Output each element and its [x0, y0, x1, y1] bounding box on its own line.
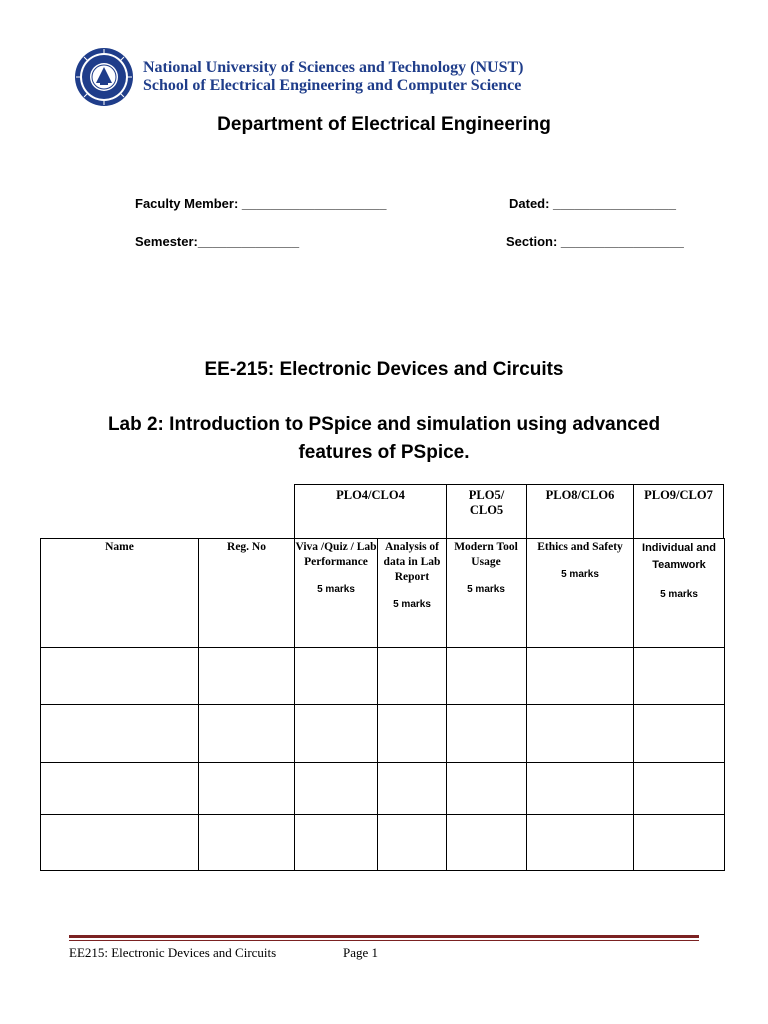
lab-title-line-2: features of PSpice.	[298, 442, 470, 463]
footer-page-number: Page 1	[343, 945, 379, 960]
column-header-teamwork	[640, 540, 718, 603]
column-header-reg-no	[199, 540, 294, 555]
column-label: Ethics and Safety	[537, 541, 623, 553]
nust-logo	[74, 47, 134, 107]
course-title: EE-215: Electronic Devices and Circuits	[204, 359, 564, 380]
group-label-plo8: PLO8/CLO6	[545, 488, 615, 502]
department-title: Department of Electrical Engineering	[217, 114, 551, 135]
column-label: Modern Tool Usage	[454, 541, 518, 568]
group-label-plo9: PLO9/CLO7	[644, 488, 713, 502]
column-label: Analysis of data in Lab Report	[383, 541, 441, 583]
column-header-modern-tool	[450, 540, 522, 597]
institution-name: National University of Sciences and Technology (NUST)	[143, 59, 524, 76]
grid-hline	[41, 762, 724, 763]
school-name: School of Electrical Engineering and Computer Science	[143, 77, 522, 94]
column-header-analysis	[382, 540, 442, 612]
grid-hline	[41, 704, 724, 705]
faculty-member-field: Faculty Member: ____________________	[135, 196, 387, 211]
column-marks: 5 marks	[393, 599, 431, 610]
column-label: Individual and Teamwork	[642, 542, 716, 571]
column-marks: 5 marks	[467, 584, 505, 595]
column-header-ethics	[527, 540, 633, 582]
semester-field: Semester:______________	[135, 234, 300, 249]
column-label: Reg. No	[227, 541, 266, 553]
grid-hline	[41, 814, 724, 815]
column-marks: 5 marks	[660, 589, 698, 600]
group-label-plo5: PLO5/ CLO5	[468, 488, 505, 517]
lab-title	[70, 411, 698, 467]
dated-field: Dated: _________________	[509, 196, 676, 211]
footer-rule	[69, 935, 699, 938]
column-header-name	[41, 540, 198, 555]
column-header-viva	[295, 540, 377, 597]
footer-course: EE215: Electronic Devices and Circuits	[69, 945, 277, 960]
grid-hline	[41, 647, 724, 648]
column-label: Viva /Quiz / Lab Performance	[295, 541, 377, 568]
column-marks: 5 marks	[317, 584, 355, 595]
lab-title-line-1: Lab 2: Introduction to PSpice and simulation using advanced	[107, 414, 661, 435]
group-label-plo4: PLO4/CLO4	[336, 488, 405, 502]
section-field: Section: _________________	[506, 234, 684, 249]
column-label: Name	[105, 541, 134, 553]
footer-rule-thin	[69, 940, 699, 941]
column-marks: 5 marks	[561, 569, 599, 580]
